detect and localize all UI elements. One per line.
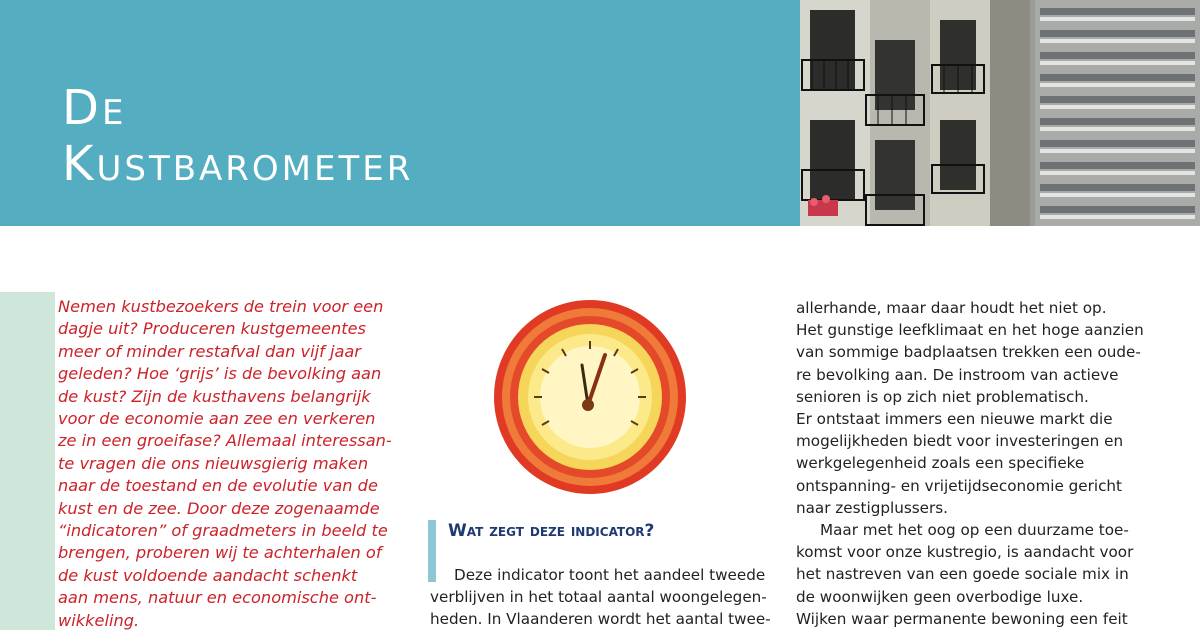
intro-line: brengen, proberen wij te achterhalen of <box>58 543 382 563</box>
intro-paragraph <box>58 296 413 632</box>
section-heading: Wat zegt deze indicator? <box>448 521 655 541</box>
intro-line: de kust voldoende aandacht schenkt <box>58 565 358 585</box>
intro-line: ze in een groeifase? Allemaal interessan- <box>58 431 392 451</box>
body-line: re bevolking aan. De instroom van actieve <box>796 365 1119 384</box>
body-line: komst voor onze kustregio, is aandacht voor <box>796 543 1134 562</box>
title-banner <box>0 0 800 226</box>
body-line: ontspanning- en vrijetijdseconomie gericht <box>796 476 1123 495</box>
body-line: Maar met het oog op een duurzame toe- <box>820 521 1129 540</box>
body-line: naar zestigplussers. <box>796 498 948 517</box>
intro-line: naar de toestand en de evolutie van de <box>58 476 378 496</box>
intro-line: te vragen die ons nieuwsgierig maken <box>58 453 369 473</box>
body-line: Deze indicator toont het aandeel tweede <box>454 566 766 584</box>
body-line: mogelijkheden biedt voor investeringen en <box>796 432 1124 451</box>
building-balconies-photo <box>800 0 1200 226</box>
intro-line: kust en de zee. Door deze zogenaamde <box>58 498 380 518</box>
intro-line: de kust? Zijn de kusthavens belangrijk <box>58 386 371 406</box>
intro-line: aan mens, natuur en economische ont- <box>58 588 377 608</box>
body-line: het nastreven van een goede sociale mix in <box>796 565 1129 584</box>
page-title <box>62 80 413 192</box>
body-line: van sommige badplaatsen trekken een oude- <box>796 343 1141 362</box>
title-line-2: Kustbarometer <box>62 136 414 192</box>
intro-line: wikkeling. <box>58 610 140 630</box>
intro-line: meer of minder restafval dan vijf jaar <box>58 341 361 361</box>
body-line: werkgelegenheid zoals een specifieke <box>796 454 1085 473</box>
body-line: verblijven in het totaal aantal woongelegen- <box>430 588 767 607</box>
intro-line: “indicatoren” of graadmeters in beeld te <box>58 521 388 541</box>
barometer-gauge-icon <box>490 297 690 497</box>
intro-line: dagje uit? Produceren kustgemeentes <box>58 319 366 339</box>
body-line: Het gunstige leefklimaat en het hoge aanzien <box>796 321 1144 340</box>
body-line: de woonwijken geen overbodige luxe. <box>796 587 1084 606</box>
section-body <box>430 564 770 631</box>
intro-line: geleden? Hoe ‘grijs’ is de bevolking aan <box>58 364 382 384</box>
intro-line: voor de economie aan zee en verkeren <box>58 409 376 429</box>
title-line-1: De <box>62 80 127 136</box>
intro-line: Nemen kustbezoekers de trein voor een <box>58 297 384 316</box>
column-3-body <box>796 297 1176 630</box>
intro-accent-bar <box>0 292 55 630</box>
body-line: Er ontstaat immers een nieuwe markt die <box>796 410 1113 429</box>
body-line: allerhande, maar daar houdt het niet op. <box>796 299 1107 317</box>
body-line: Wijken waar permanente bewoning een feit <box>796 609 1128 628</box>
body-line: heden. In Vlaanderen wordt het aantal twee- <box>430 610 771 629</box>
body-line: senioren is op zich niet problematisch. <box>796 387 1089 406</box>
